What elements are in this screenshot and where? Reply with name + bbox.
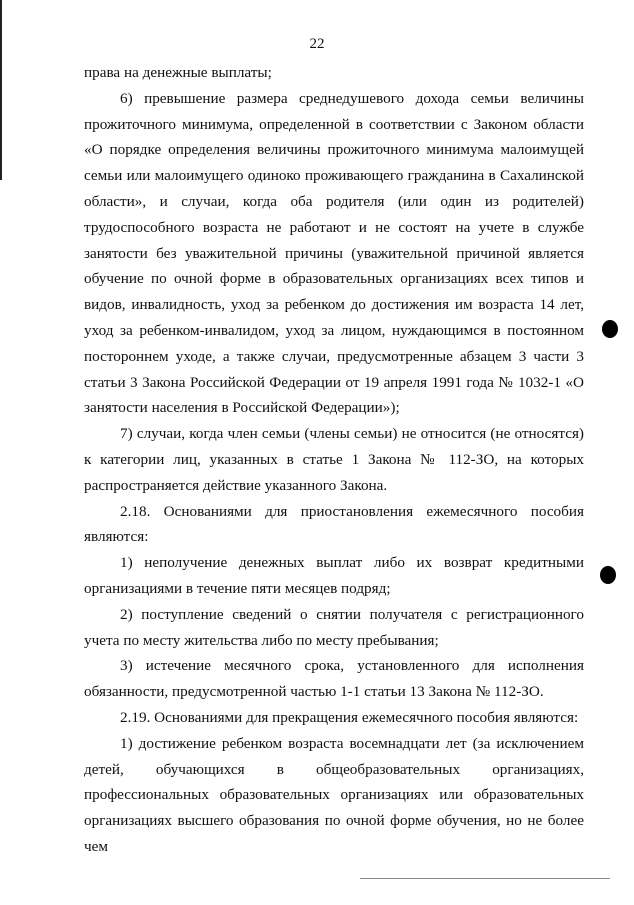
paragraph-2-18: 2.18. Основаниями для приостановления ежемесячного пособия являются:	[84, 502, 584, 546]
paragraph-item-7: 7) случаи, когда член семьи (члены семьи) не относится (не относятся) к категории лиц, указанных в статье 1 Закона № 112-ЗО, на которых распространяется действие указанного Закона.	[84, 425, 584, 494]
page-number: 22	[309, 36, 325, 52]
paragraph-2-18-item-1: 1) неполучение денежных выплат либо их возврат кредитными организациями в течение пяти месяцев подряд;	[84, 554, 584, 597]
paragraph-2-18-item-2: 2) поступление сведений о снятии получателя с регистрационного учета по месту жительства либо по месту пребывания;	[84, 605, 584, 649]
paragraph-2-18-item-3: 3) истечение месячного срока, установленного для исполнения обязанности, предусмотренной частью 1-1 статьи 13 Закона № 112-ЗО.	[84, 657, 584, 701]
paragraph-continuation: права на денежные выплаты;	[84, 64, 272, 81]
paragraph-item-6: 6) превышение размера среднедушевого дохода семьи величины прожиточного минимума, определенной в соответствии с Законом области «О порядке определения величины прожиточного минимума малоимущей семьи или малоимущего одиноко проживающего гражданина в Сахалинской области», и случаи, когда оба родителя (или один из родителей) трудоспособного возраста не работают и не состоят на учете в службе занятости без уважительной причины (уважительной причиной является обучение по очной форме в образовательных организациях всех типов и видов, инвалидность, уход за ребенком до достижения им возраста 14 лет, уход за ребенком-инвалидом, уход за лицом, нуждающимся в постоянном постороннем уходе, а также случаи, предусмотренные абзацем 3 части 3 статьи 3 Закона Российской Федерации от 19 апреля 1991 года № 1032-1 «О занятости населения в Российской Федерации»);	[84, 89, 584, 417]
document-body	[84, 60, 584, 860]
scan-bottom-line	[360, 878, 610, 879]
scan-edge-mark	[0, 0, 2, 180]
punch-hole-mark	[602, 320, 618, 338]
punch-hole-mark	[600, 566, 616, 584]
paragraph-2-19: 2.19. Основаниями для прекращения ежемесячного пособия являются:	[120, 708, 579, 726]
paragraph-2-19-item-1: 1) достижение ребенком возраста восемнадцати лет (за исключением детей, обучающихся в общеобразовательных организациях, профессиональных образовательных организациях или образовательных организациях высшего образования по очной форме обучения, но не более чем	[84, 734, 584, 855]
